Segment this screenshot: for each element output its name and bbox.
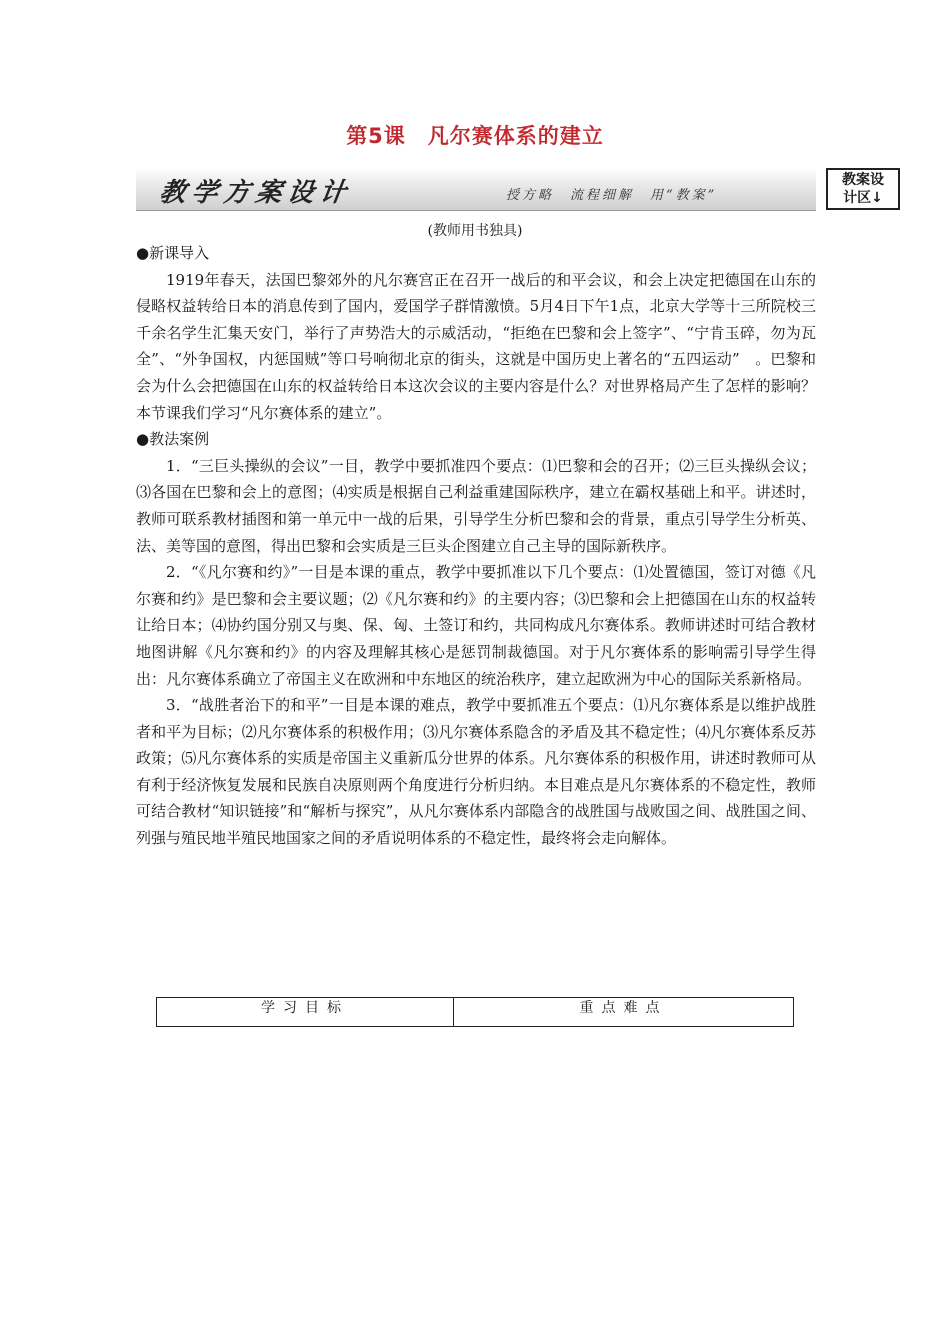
lesson-plan-badge xyxy=(826,168,900,210)
section-heading-intro: ●新课导入 xyxy=(136,244,210,262)
document-body xyxy=(136,240,816,852)
case-paragraph-3: 3．“战胜者治下的和平”一目是本课的难点，教学中要抓准五个要点：⑴凡尔赛体系是以维护战胜者和平为目标；⑵凡尔赛体系的积极作用；⑶凡尔赛体系隐含的矛盾及其不稳定性；⑷凡尔赛体系反苏政策；⑸凡尔赛体系的实质是帝国主义重新瓜分世界的体系。凡尔赛体系的积极作用，讲述时教师可从有利于经济恢复发展和民族自决原则两个角度进行分析归纳。本目难点是凡尔赛体系的不稳定性，教师可结合教材“知识链接”和“解析与探究”，从凡尔赛体系内部隐含的战胜国与战败国之间、战胜国之间、列强与殖民地半殖民地国家之间的矛盾说明体系的不稳定性，最终将会走向解体。 xyxy=(136,696,816,848)
table-header-goals: 学习目标 xyxy=(157,998,454,1026)
intro-paragraph: 1919年春天，法国巴黎郊外的凡尔赛宫正在召开一战后的和平会议，和会上决定把德国在山东的侵略权益转给日本的消息传到了国内，爱国学子群情激愤。5月4日下午1点，北京大学等十三所院校三千余名学生汇集天安门，举行了声势浩大的示威活动，“拒绝在巴黎和会上签字”、“宁肯玉碎，勿为瓦全”、“外争国权，内惩国贼”等口号响彻北京的街头，这就是中国历史上著名的“五四运动” 。巴黎和会为什么会把德国在山东的权益转给日本这次会议的主要内容是什么？对世界格局产生了怎样的影响？本节课我们学习“凡尔赛体系的建立”。 xyxy=(136,270,816,422)
page-title: 第5课 凡尔赛体系的建立 xyxy=(346,124,604,148)
badge-line-2 xyxy=(828,189,898,207)
arrow-down-icon: ↓ xyxy=(871,190,883,206)
banner-title: 教学方案设计 xyxy=(157,178,354,208)
section-banner xyxy=(136,168,816,211)
banner-slogan: 授方略 流程细解 用“教案” xyxy=(506,188,718,203)
case-paragraph-2: 2．“《凡尔赛和约》”一目是本课的重点，教学中要抓准以下几个要点：⑴处置德国，签订对德《凡尔赛和约》是巴黎和会主要议题；⑵《凡尔赛和约》的主要内容；⑶巴黎和会上把德国在山东的权益转让给日本；⑷协约国分别又与奥、保、匈、土签订和约，共同构成凡尔赛体系。教师讲述时可结合教材地图讲解《凡尔赛和约》的内容及理解其核心是惩罚制裁德国。对于凡尔赛体系的影响需引导学生得出：凡尔赛体系确立了帝国主义在欧洲和中东地区的统治秩序，建立起欧洲为中心的国际关系新格局。 xyxy=(136,563,816,688)
badge-line-1: 教案设 xyxy=(842,172,884,188)
case-paragraph-1: 1．“三巨头操纵的会议”一目，教学中要抓准四个要点：⑴巴黎和会的召开；⑵三巨头操纵会议；⑶各国在巴黎和会上的意图；⑷实质是根据自己利益重建国际秩序，建立在霸权基础上和平。讲述时，教师可联系教材插图和第一单元中一战的后果，引导学生分析巴黎和会的背景，重点引导学生分析英、法、美等国的意图，得出巴黎和会实质是三巨头企图建立自己主导的国际新秩序。 xyxy=(136,456,816,555)
table-header-keypoints: 重点难点 xyxy=(579,1000,668,1016)
subtitle: (教师用书独具) xyxy=(427,223,523,239)
badge-line-2-text: 计区 xyxy=(843,190,872,206)
section-heading-cases: ●教法案例 xyxy=(136,430,210,449)
goals-table xyxy=(156,997,794,1027)
